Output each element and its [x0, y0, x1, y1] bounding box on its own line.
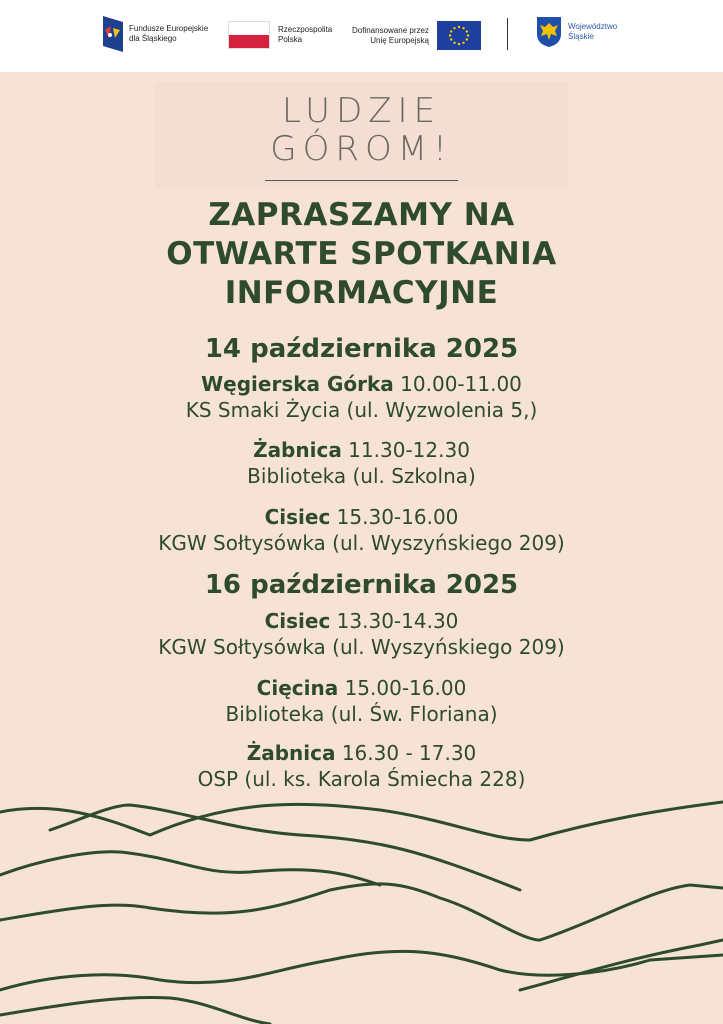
- rzeczpospolita-logo: [228, 21, 332, 49]
- event-place: KS Smaki Życia (ul. Wyzwolenia 5,): [185, 398, 538, 422]
- eagle-crest-icon: [536, 16, 562, 48]
- event-item: [0, 371, 723, 423]
- headline: [0, 196, 723, 313]
- event-item: [0, 675, 723, 727]
- event-item: [0, 504, 723, 556]
- fundusze-europejskie-icon: [103, 16, 123, 52]
- event-time: 15.00-16.00: [338, 676, 467, 700]
- title-divider: [265, 180, 458, 181]
- fundusze-line2: dla Śląskiego: [129, 34, 177, 43]
- unia-europejska-logo: [352, 21, 481, 50]
- event-item: [0, 608, 723, 660]
- poland-flag-icon: [228, 21, 270, 49]
- event-place: KGW Sołtysówka (ul. Wyszyńskiego 209): [158, 531, 565, 555]
- headline-line1: ZAPRASZAMY NA: [208, 197, 515, 233]
- fundusze-europejskie-logo: [103, 16, 208, 52]
- eu-flag-icon: [437, 21, 481, 50]
- campaign-title: [0, 92, 723, 168]
- event-place: Biblioteka (ul. Św. Floriana): [225, 702, 498, 726]
- title-line2: GÓROM!: [270, 129, 453, 169]
- event-place: OSP (ul. ks. Karola Śmiecha 228): [197, 767, 526, 791]
- logo-bar: [0, 0, 723, 72]
- event-place: KGW Sołtysówka (ul. Wyszyńskiego 209): [158, 635, 565, 659]
- rzeczpospolita-line2: Polska: [278, 35, 303, 44]
- event-town: Węgierska Górka: [201, 372, 394, 396]
- event-time: 15.30-16.00: [330, 505, 459, 529]
- logo-separator: [507, 18, 508, 50]
- event-time: 16.30 - 17.30: [335, 741, 477, 765]
- ue-line1: Dofinansowane przez: [352, 25, 429, 35]
- date-heading-1: 14 października 2025: [204, 334, 519, 364]
- headline-line2: OTWARTE SPOTKANIA: [166, 236, 557, 272]
- fundusze-line1: Fundusze Europejskie: [129, 24, 209, 33]
- event-town: Żabnica: [246, 741, 336, 765]
- title-line1: LUDZIE: [281, 91, 442, 131]
- headline-line3: INFORMACYJNE: [224, 275, 499, 311]
- wojewodztwo-line2: Śląskie: [568, 32, 594, 41]
- event-item: [0, 437, 723, 489]
- wojewodztwo-line1: Województwo: [568, 22, 618, 31]
- mountain-lines-decoration: [0, 780, 723, 1024]
- event-time: 10.00-11.00: [393, 372, 522, 396]
- event-place: Biblioteka (ul. Szkolna): [247, 464, 476, 488]
- date-heading-2: 16 października 2025: [204, 570, 519, 600]
- ue-line2: Unię Europejską: [370, 35, 429, 45]
- event-town: Cisiec: [264, 505, 331, 529]
- event-time: 11.30-12.30: [341, 438, 470, 462]
- event-time: 13.30-14.30: [330, 609, 459, 633]
- event-town: Cisiec: [264, 609, 331, 633]
- event-town: Cięcina: [256, 676, 339, 700]
- wojewodztwo-slaskie-logo: [536, 16, 617, 48]
- rzeczpospolita-line1: Rzeczpospolita: [278, 25, 333, 34]
- event-town: Żabnica: [253, 438, 342, 462]
